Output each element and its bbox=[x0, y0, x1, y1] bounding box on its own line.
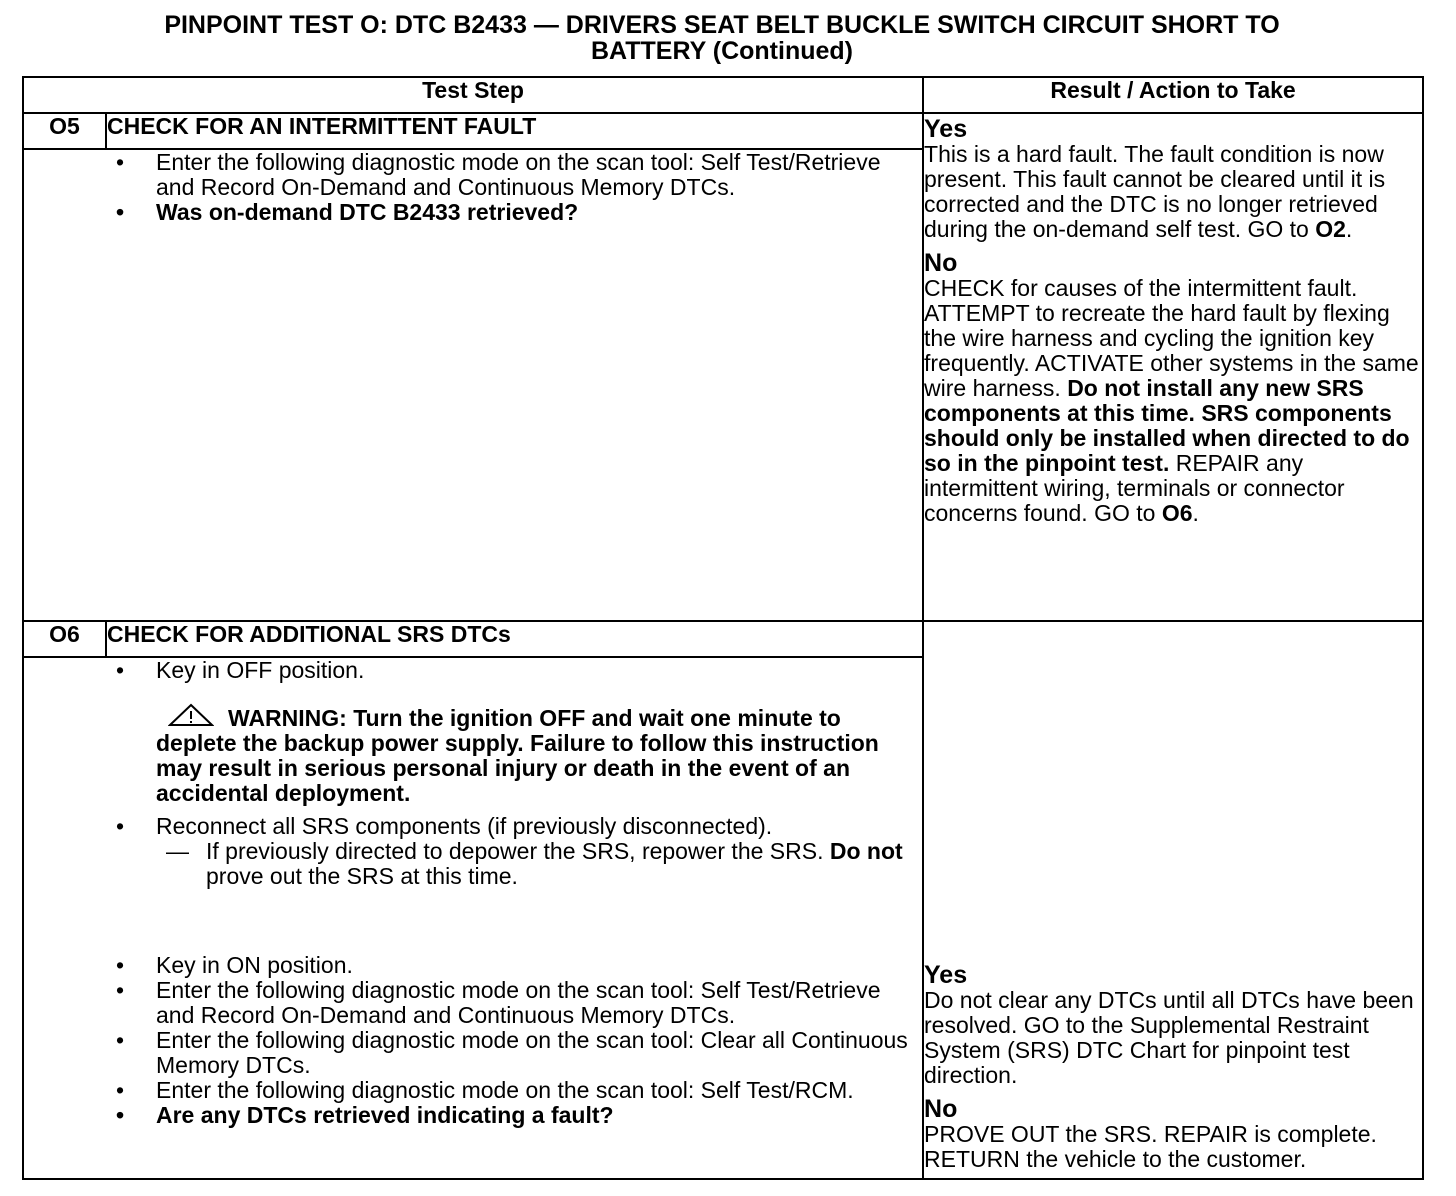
warning-triangle-icon bbox=[168, 703, 214, 727]
o6-no-text: PROVE OUT the SRS. REPAIR is complete. RETURN the vehicle to the customer. bbox=[924, 1121, 1377, 1172]
result-cell-o6 bbox=[923, 621, 1423, 1179]
header-result: Result / Action to Take bbox=[923, 77, 1423, 113]
list-item: • Enter the following diagnostic mode on the scan tool: Self Test/RCM. bbox=[24, 1078, 922, 1103]
step-body-o5 bbox=[23, 149, 923, 621]
list-item: • Reconnect all SRS components (if previously disconnected). bbox=[24, 814, 922, 839]
o6-step-list-1 bbox=[24, 658, 922, 683]
result-cell-o5 bbox=[923, 113, 1423, 621]
o6-no-label: No bbox=[924, 1095, 958, 1123]
o5-no-text: CHECK for causes of the intermittent fault. ATTEMPT to recreate the hard fault by flexing the wire harness and cycling the ignition key frequently. ACTIVATE other systems in the same wire harness. Do not install any new SRS components at this time. SRS components should only be installed when directed to do so in the pinpoint test. REPAIR any intermittent wiring, terminals or connector concerns found. GO to O6. bbox=[924, 275, 1419, 526]
title-line-2: BATTERY (Continued) bbox=[591, 37, 853, 65]
spacer bbox=[24, 889, 922, 953]
header-row bbox=[23, 77, 1423, 113]
o6-yes-label: Yes bbox=[924, 961, 968, 989]
list-item: • Enter the following diagnostic mode on the scan tool: Self Test/Retrieve and Record On-Demand and Continuous Memory DTCs. bbox=[24, 978, 922, 1028]
o6-yes-text: Do not clear any DTCs until all DTCs have been resolved. GO to the Supplemental Restraint System (SRS) DTC Chart for pinpoint test direction. bbox=[924, 987, 1414, 1088]
o5-step-list bbox=[24, 150, 922, 225]
step-title-o5: CHECK FOR AN INTERMITTENT FAULT bbox=[106, 113, 923, 149]
sub-step: — If previously directed to depower the SRS, repower the SRS. Do not prove out the SRS at this time. bbox=[166, 838, 903, 889]
o5-yes-text: This is a hard fault. The fault condition is now present. This fault cannot be cleared until it is corrected and the DTC is no longer retrieved during the on-demand self test. GO to O2. bbox=[924, 141, 1386, 242]
o5-no-label: No bbox=[924, 249, 958, 277]
step-number-o5: O5 bbox=[23, 113, 106, 149]
list-item: • Key in ON position. bbox=[24, 953, 922, 978]
o6-step-list-3 bbox=[24, 953, 922, 1128]
step-body-o6 bbox=[23, 657, 923, 1179]
list-item: • Enter the following diagnostic mode on the scan tool: Self Test/Retrieve and Record On-Demand and Continuous Memory DTCs. bbox=[24, 150, 922, 200]
page-title bbox=[22, 12, 1422, 64]
o5-title-row bbox=[23, 113, 1423, 149]
step-number-o6: O6 bbox=[23, 621, 106, 657]
warning-block bbox=[156, 703, 922, 806]
title-line-1: PINPOINT TEST O: DTC B2433 — DRIVERS SEAT BELT BUCKLE SWITCH CIRCUIT SHORT TO bbox=[164, 11, 1280, 39]
list-item: • Key in OFF position. bbox=[24, 658, 922, 683]
warning-text: WARNING: Turn the ignition OFF and wait one minute to deplete the backup power supply. Failure to follow this instruction may result in serious personal injury or death in the event of an accidental deployment. bbox=[156, 705, 879, 806]
header-test-step: Test Step bbox=[23, 77, 923, 113]
step-title-o6: CHECK FOR ADDITIONAL SRS DTCs bbox=[106, 621, 923, 657]
o6-step-list-2 bbox=[24, 814, 922, 839]
o6-title-row bbox=[23, 621, 1423, 657]
list-item: • Enter the following diagnostic mode on the scan tool: Clear all Continuous Memory DTCs. bbox=[24, 1028, 922, 1078]
o5-yes-label: Yes bbox=[924, 115, 968, 143]
pinpoint-test-table bbox=[22, 76, 1424, 1180]
list-item-question: • Was on-demand DTC B2433 retrieved? bbox=[24, 200, 922, 225]
dash-marker: — bbox=[166, 838, 189, 864]
list-item-question: • Are any DTCs retrieved indicating a fault? bbox=[24, 1103, 922, 1128]
